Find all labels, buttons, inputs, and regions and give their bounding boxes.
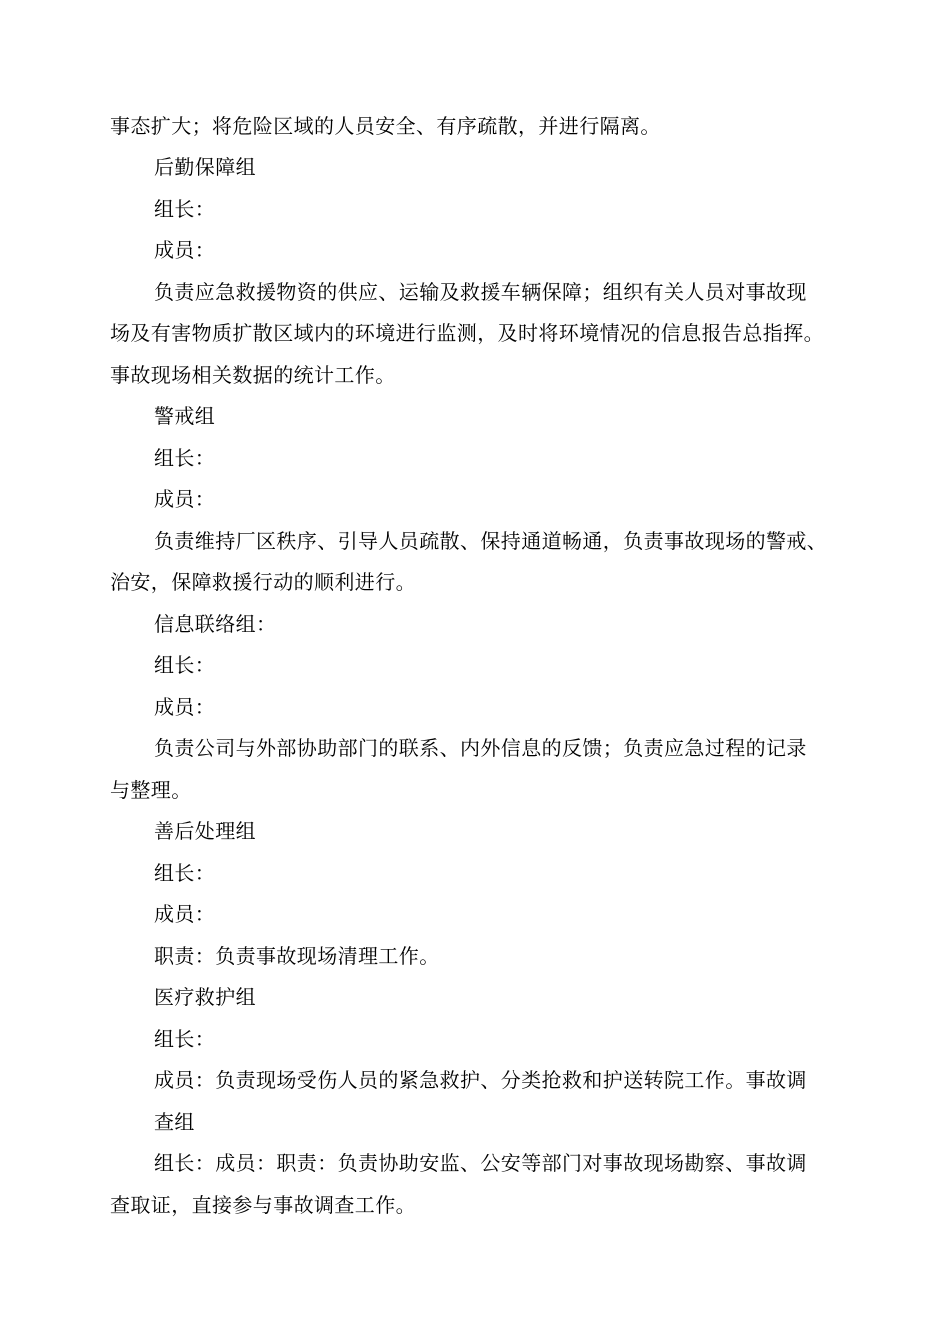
text-line: 职责：负责事故现场清理工作。 (154, 944, 440, 968)
text-line: 查取证，直接参与事故调查工作。 (110, 1193, 416, 1217)
section-heading-medical: 医疗救护组 (154, 985, 256, 1009)
text-line: 治安，保障救援行动的顺利进行。 (110, 570, 416, 594)
text-line: 组长： (154, 446, 216, 470)
section-heading-security: 警戒组 (154, 404, 216, 428)
text-line: 组长： (154, 861, 216, 885)
text-line: 负责应急救援物资的供应、运输及救援车辆保障；组织有关人员对事故现 (154, 280, 807, 304)
text-line: 成员： (154, 902, 216, 926)
text-line: 组长：成员：职责：负责协助安监、公安等部门对事故现场勘察、事故调 (154, 1151, 807, 1175)
text-line: 组长： (154, 1027, 216, 1051)
text-line: 负责维持厂区秩序、引导人员疏散、保持通道畅通，负责事故现场的警戒、 (154, 529, 828, 553)
text-line: 组长： (154, 653, 216, 677)
text-line: 成员： (154, 695, 216, 719)
text-line: 成员： (154, 238, 216, 262)
section-heading-aftermath: 善后处理组 (154, 819, 256, 843)
text-line: 事故现场相关数据的统计工作。 (110, 363, 396, 387)
text-line: 与整理。 (110, 778, 192, 802)
text-line: 事态扩大；将危险区域的人员安全、有序疏散，并进行隔离。 (110, 114, 661, 138)
text-line: 组长： (154, 197, 216, 221)
section-heading-liaison: 信息联络组： (154, 612, 277, 636)
section-heading-logistics: 后勤保障组 (154, 155, 256, 179)
text-line: 场及有害物质扩散区域内的环境进行监测，及时将环境情况的信息报告总指挥。 (110, 321, 824, 345)
text-line: 成员： (154, 487, 216, 511)
text-line: 负责公司与外部协助部门的联系、内外信息的反馈；负责应急过程的记录 (154, 736, 807, 760)
text-line: 查组 (154, 1110, 195, 1134)
text-line: 成员：负责现场受伤人员的紧急救护、分类抢救和护送转院工作。事故调 (154, 1068, 807, 1092)
